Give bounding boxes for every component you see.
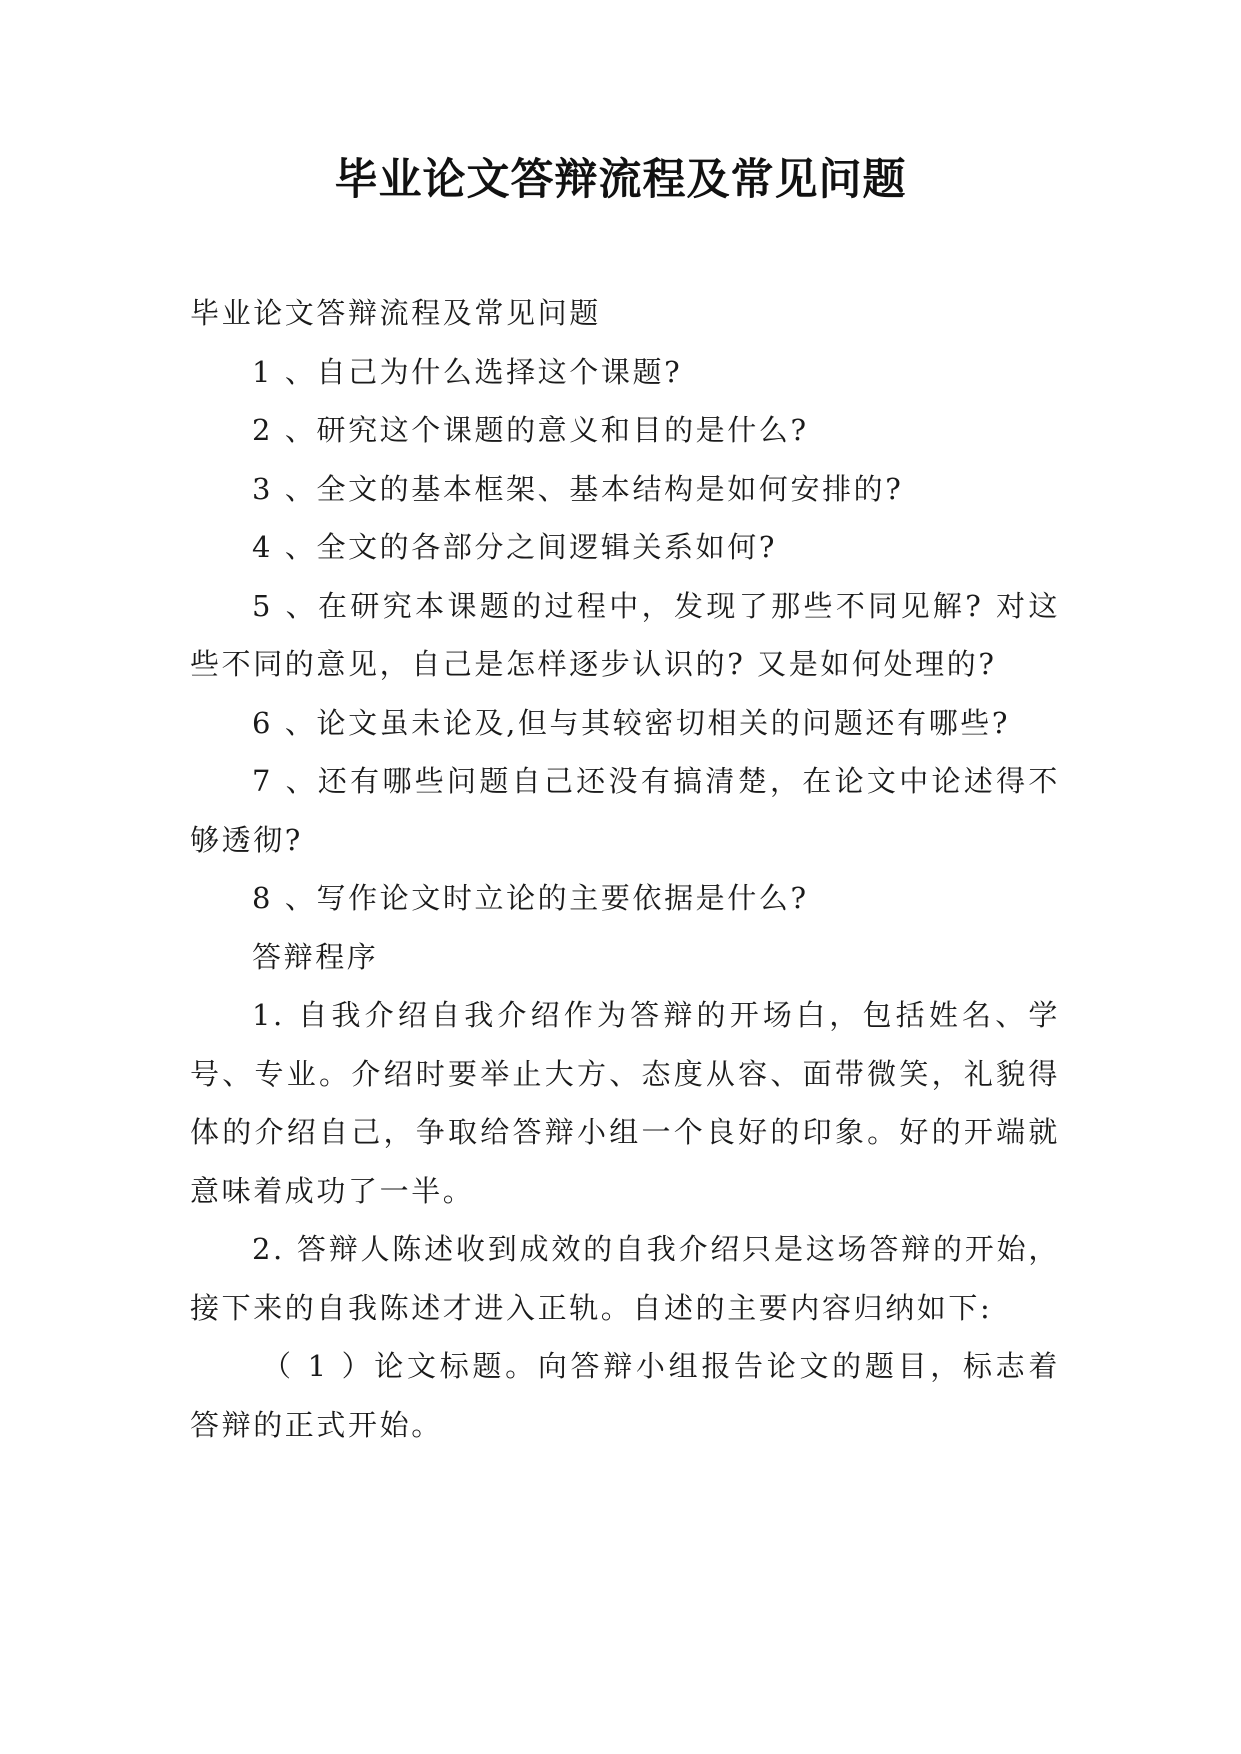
question-5: 5 、在研究本课题的过程中，发现了那些不同见解? 对这些不同的意见，自己是怎样逐步认识的? 又是如何处理的? [190,588,1060,681]
document-title: 毕业论文答辩流程及常见问题 [334,155,907,205]
question-3: 3 、全文的基本框架、基本结构是如何安排的? [252,471,904,506]
question-1: 1 、自己为什么选择这个课题? [252,354,683,389]
question-2: 2 、研究这个课题的意义和目的是什么? [252,413,809,447]
procedure-step-2: 2. 答辩人陈述收到成效的自我介绍只是这场答辩的开始，接下来的自我陈述才进入正轨。自述的主要内容归纳如下: [190,1232,1060,1325]
section-heading-procedure: 答辩程序 [252,939,379,974]
question-6: 6 、论文虽未论及,但与其较密切相关的问题还有哪些? [252,705,1011,740]
question-8: 8 、写作论文时立论的主要依据是什么? [252,881,809,915]
procedure-substep-1: （ 1 ）论文标题。向答辩小组报告论文的题目，标志着答辩的正式开始。 [190,1349,1060,1442]
document-body [190,284,1060,1454]
question-4: 4 、全文的各部分之间逻辑关系如何? [252,530,778,564]
question-7: 7 、还有哪些问题自己还没有搞清楚，在论文中论述得不够透彻? [190,764,1060,857]
paragraph-heading: 毕业论文答辩流程及常见问题 [190,296,601,330]
procedure-step-1: 1. 自我介绍自我介绍作为答辩的开场白，包括姓名、学号、专业。介绍时要举止大方、态度从容、面带微笑，礼貌得体的介绍自己，争取给答辩小组一个良好的印象。好的开端就意味着成功了一半。 [190,998,1060,1208]
